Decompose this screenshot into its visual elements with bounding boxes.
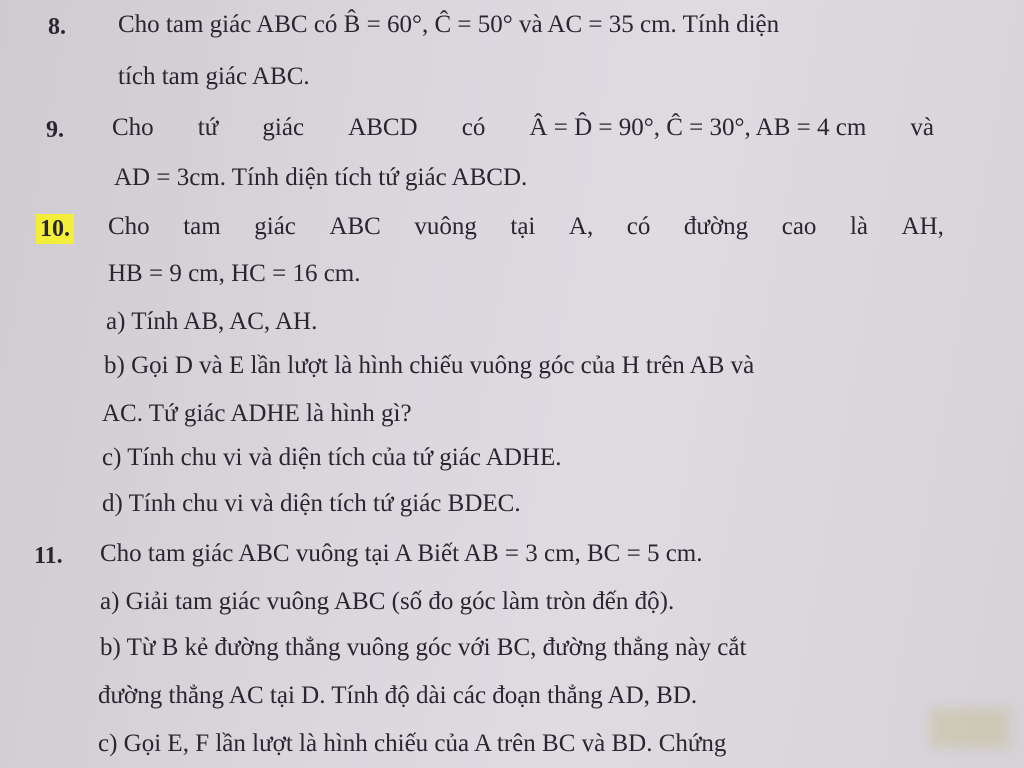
problem-10-part-d: d) Tính chu vi và diện tích tứ giác BDEC. [102, 490, 521, 517]
paper-shadow [930, 708, 1010, 748]
problem-11-part-b-line-2: đường thẳng AC tại D. Tính độ dài các đoạn thẳng AD, BD. [98, 682, 698, 709]
word: ABC [329, 213, 381, 240]
word: là [849, 213, 868, 240]
word: vuông [414, 213, 477, 240]
problem-8-number: 8. [48, 14, 66, 40]
word: tam [183, 213, 221, 240]
word: cao [781, 213, 817, 240]
problem-11-part-b-line-1: b) Từ B kẻ đường thẳng vuông góc với BC, đường thẳng này cắt [100, 634, 747, 661]
word: A, [568, 213, 594, 240]
word: và [910, 114, 934, 141]
problem-11-line-1: Cho tam giác ABC vuông tại A Biết AB = 3 cm, BC = 5 cm. [100, 540, 703, 567]
word: ABCD [348, 114, 418, 141]
problem-8-line-2: tích tam giác ABC. [118, 63, 310, 90]
problem-10-part-a: a) Tính AB, AC, AH. [106, 308, 318, 335]
word: tứ [197, 114, 219, 141]
word: đường [683, 213, 749, 240]
problem-11-part-a: a) Giải tam giác vuông ABC (số đo góc làm tròn đến độ). [100, 588, 675, 615]
problem-10-line-1 [108, 212, 944, 242]
problem-10-part-b-line-1: b) Gọi D và E lần lượt là hình chiếu vuông góc của H trên AB và [104, 352, 755, 379]
problem-10-line-2: HB = 9 cm, HC = 16 cm. [108, 260, 361, 287]
problem-9-number: 9. [46, 117, 64, 143]
problem-10-part-b-line-2: AC. Tứ giác ADHE là hình gì? [102, 400, 412, 427]
word: Cho [112, 114, 154, 141]
problem-9-line-1 [112, 113, 934, 143]
word: Cho [108, 213, 150, 240]
word: có [626, 213, 651, 240]
problem-10-part-c: c) Tính chu vi và diện tích của tứ giác ADHE. [102, 444, 562, 471]
word: có [461, 114, 486, 141]
word: tại [510, 213, 536, 240]
word: AH, [901, 213, 944, 240]
problem-11-number: 11. [34, 543, 63, 569]
problem-11-part-c-line-1: c) Gọi E, F lần lượt là hình chiếu của A trên BC và BD. Chứng [98, 730, 727, 757]
word: Â = D̂ = 90°, Ĉ = 30°, AB = 4 cm [529, 114, 867, 141]
problem-8-line-1: Cho tam giác ABC có B̂ = 60°, Ĉ = 50° và AC = 35 cm. Tính diện [118, 11, 780, 38]
word: giác [262, 114, 305, 141]
problem-9-line-2: AD = 3cm. Tính diện tích tứ giác ABCD. [114, 164, 528, 191]
word: giác [254, 213, 296, 240]
problem-10-number: 10. [36, 214, 74, 244]
